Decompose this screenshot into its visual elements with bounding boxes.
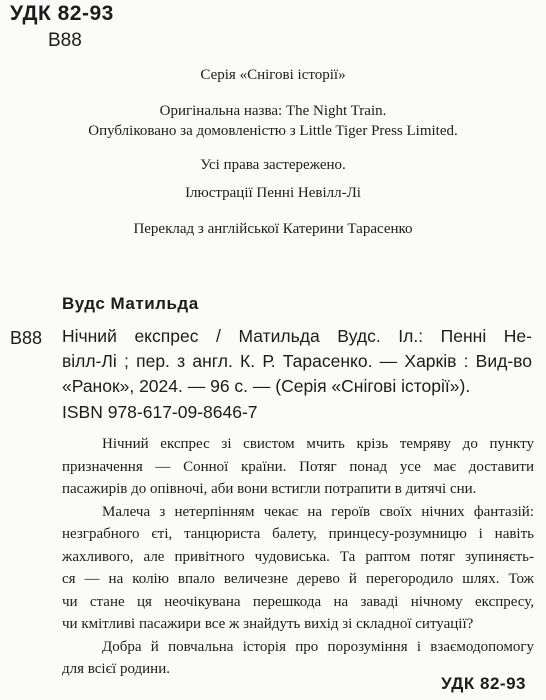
annotation-line: ся — на колію впало величезне дерево й перегородило шлях. Тож — [62, 571, 534, 587]
illustrations-line: Ілюстрації Пенні Невілл-Лі — [185, 185, 361, 201]
series-line: Серія «Снігові історії» — [200, 67, 346, 83]
catalog-record-line: вілл-Лі ; пер. з англ. К. Р. Тарасенко. — Харків : Вид-во — [62, 351, 532, 371]
annotation — [62, 433, 534, 681]
udk-header: УДК 82-93 — [10, 2, 114, 25]
annotation-line: Нічний експрес зі свистом мчить крізь темряву до пункту — [102, 436, 534, 452]
author-code-header: В88 — [48, 30, 82, 51]
annotation-line: для всієї родини. — [62, 661, 170, 677]
annotation-line: незграбного єті, танцюриста балету, принцесу-розумницю і навіть — [62, 526, 534, 542]
rights-line: Усі права застережено. — [200, 157, 346, 173]
udk-footer: УДК 82-93 — [441, 674, 526, 693]
isbn: ISBN 978-617-09-8646-7 — [62, 402, 258, 422]
catalog-author-code: В88 — [10, 328, 43, 348]
annotation-line: пасажирів до опівночі, аби вони встигли потрапити в дитячі сни. — [62, 481, 477, 497]
catalog-record — [62, 324, 532, 399]
annotation-line: Добра й повчальна історія про порозуміння і взаємодопомогу — [102, 638, 534, 655]
annotation-line: жахливого, але привітного чудовиська. Та раптом потяг зупиняєть- — [62, 548, 534, 565]
annotation-line: Малеча з нетерпінням чекає на героїв своїх нічних фантазій: — [102, 503, 534, 520]
catalog-record-line: Нічний експрес / Матильда Вудс. Іл.: Пенні Не- — [62, 326, 532, 346]
translation-line: Переклад з англійської Катерини Тарасенко — [133, 221, 413, 237]
original-title-line: Оригінальна назва: The Night Train. — [159, 103, 387, 119]
catalog-author: Вудс Матильда — [62, 294, 199, 313]
annotation-line: призначення — Сонної країни. Потяг понад усе має доставити — [62, 458, 534, 475]
annotation-line: чи кмітливі пасажири все ж знайдуть вихід зі складної ситуації? — [62, 616, 474, 632]
catalog-record-line: «Ранок», 2024. — 96 с. — (Серія «Снігові історії»). — [62, 376, 471, 396]
published-by-line: Опубліковано за домовленістю з Little Tiger Press Limited. — [88, 123, 458, 139]
annotation-line: чи стане ця неочікувана перешкода на заваді нічному експресу, — [62, 593, 534, 610]
